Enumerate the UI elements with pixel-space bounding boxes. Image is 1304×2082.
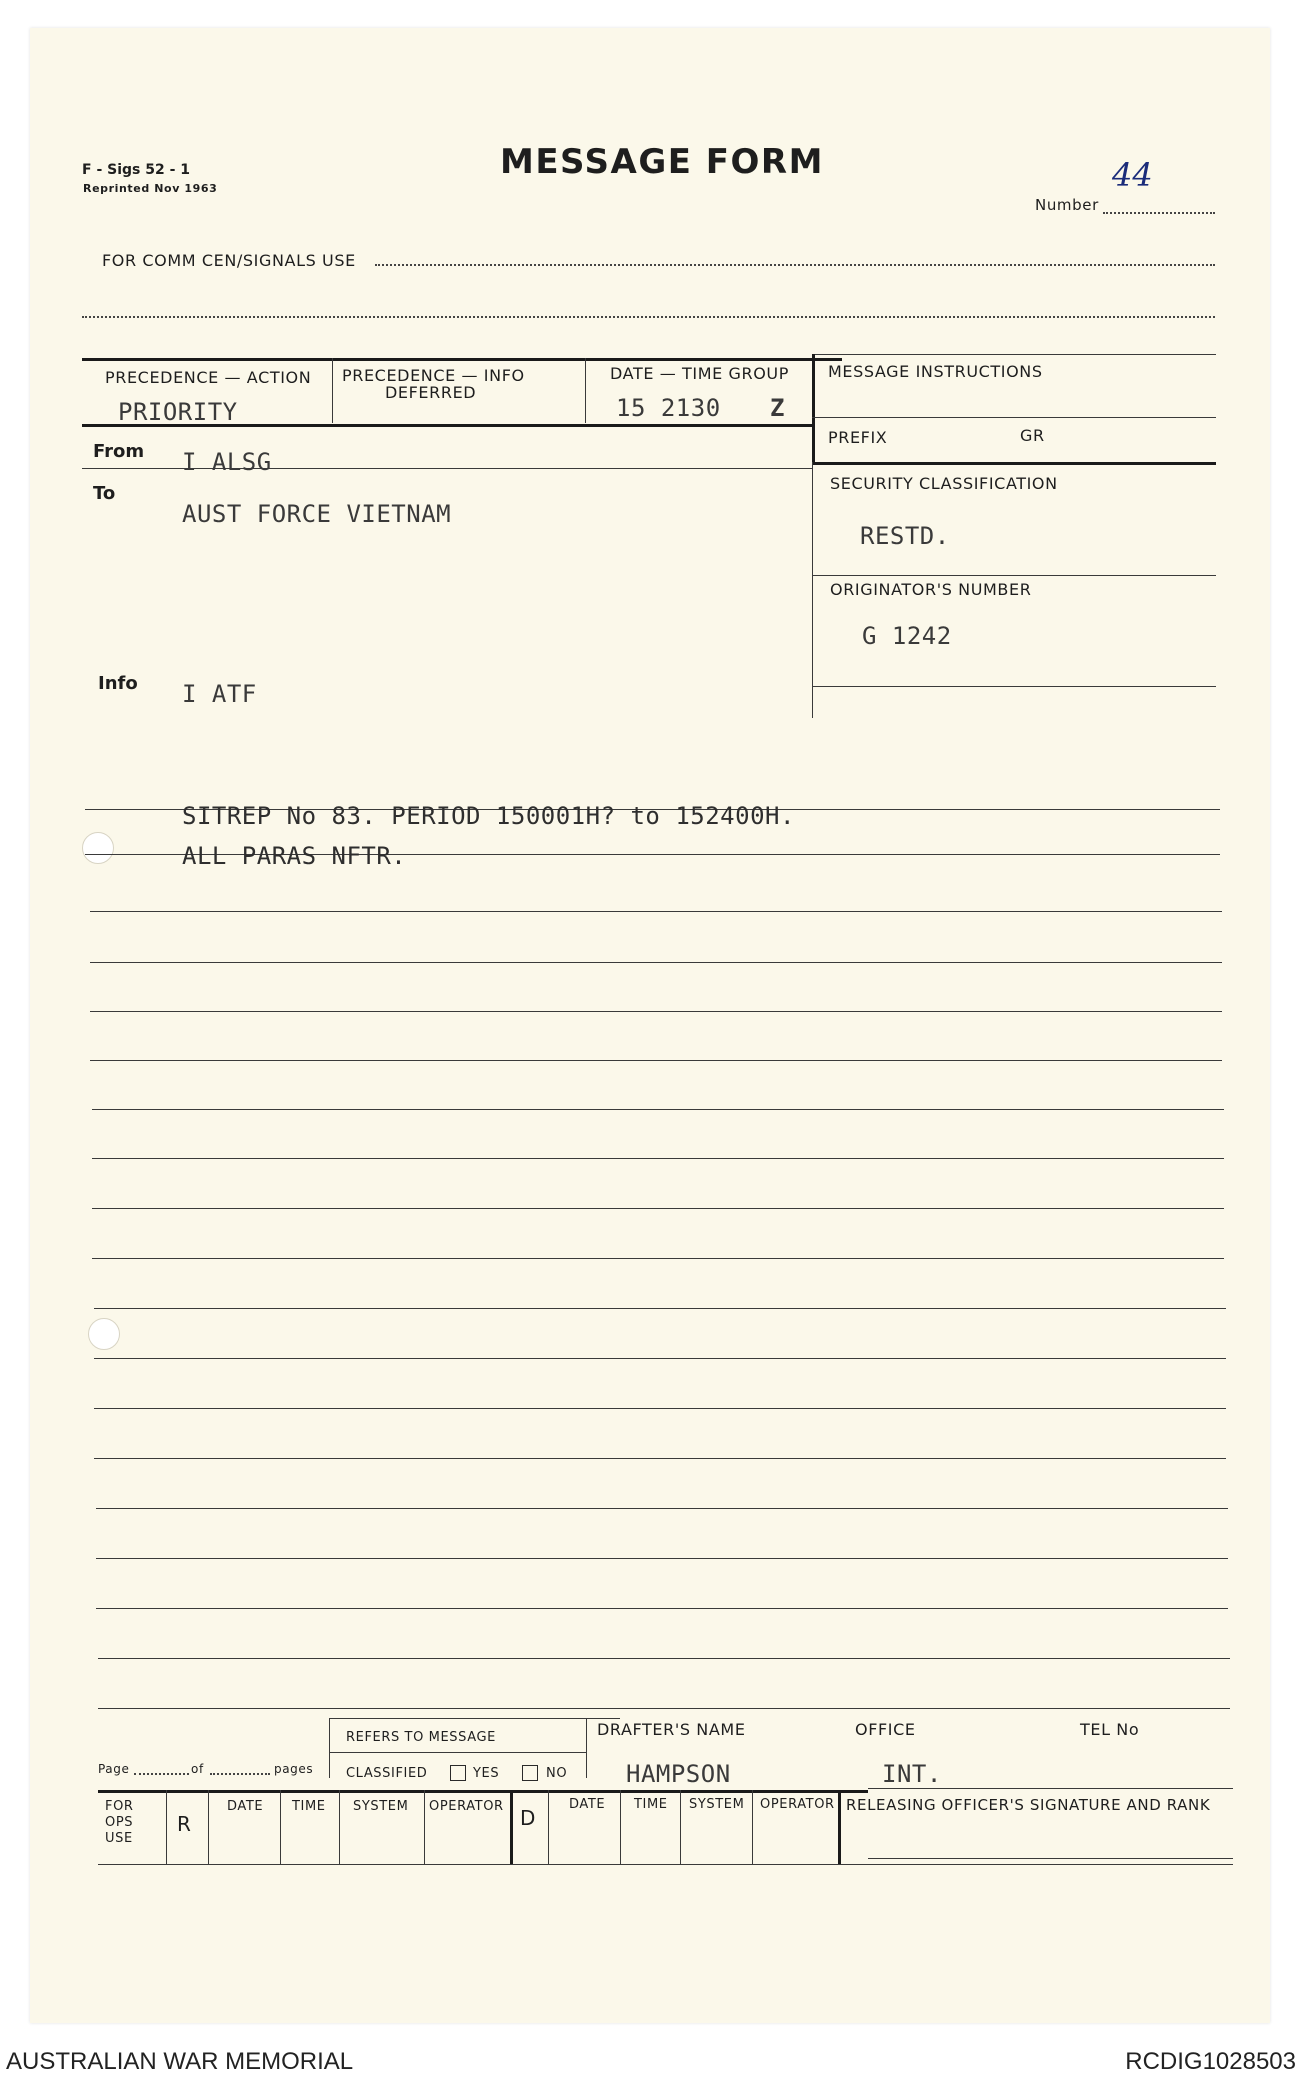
body-line [90, 911, 1222, 912]
header-divider-2 [585, 358, 586, 423]
reprinted-note: Reprinted Nov 1963 [83, 182, 218, 195]
body-line [98, 1708, 1230, 1709]
pages-label: pages [274, 1762, 314, 1776]
body-line [90, 1060, 1222, 1061]
page-label: Page [98, 1762, 130, 1776]
message-body-line-2[interactable]: ALL PARAS NFTR. [182, 842, 407, 870]
prefix-top-rule [812, 417, 1216, 418]
body-line [96, 1558, 1228, 1559]
gr-label: GR [1020, 426, 1045, 445]
precedence-action-value[interactable]: PRIORITY [118, 398, 238, 426]
dtg-value[interactable]: 15 2130 [616, 394, 721, 422]
number-line [1103, 212, 1215, 214]
msg-instr-top-rule [812, 354, 1216, 355]
ops-col-rule-thick [510, 1790, 513, 1864]
office-value[interactable]: INT. [882, 1760, 942, 1788]
from-label: From [93, 441, 145, 462]
body-line [90, 962, 1222, 963]
no-label: NO [546, 1766, 568, 1781]
form-code: F - Sigs 52 - 1 [82, 162, 191, 178]
page-title: MESSAGE FORM [500, 142, 824, 182]
system-col-label-2: SYSTEM [689, 1797, 745, 1812]
ops-col-rule-thick [838, 1790, 841, 1864]
body-line [94, 1308, 1226, 1309]
originator-value[interactable]: G 1242 [862, 622, 952, 650]
body-line [92, 1158, 1224, 1159]
operator-col-label: OPERATOR [429, 1799, 504, 1814]
ops-bottom-rule [98, 1864, 1233, 1865]
punch-hole-bottom [88, 1318, 120, 1350]
prefix-label: PREFIX [828, 428, 888, 447]
time-col-label-2: TIME [634, 1797, 668, 1812]
body-line [92, 1258, 1224, 1259]
ops-top-rule-right [868, 1788, 1233, 1789]
comm-cen-label: FOR COMM CEN/SIGNALS USE [102, 251, 356, 270]
header-top-rule [82, 358, 842, 361]
time-col-label: TIME [292, 1799, 326, 1814]
precedence-info-sub: DEFERRED [385, 383, 477, 402]
body-line [92, 1109, 1224, 1110]
precedence-info-label: PRECEDENCE — INFO [342, 366, 525, 385]
comm-cen-line-2 [82, 316, 1215, 318]
r-column-label: R [177, 1812, 191, 1836]
dtg-label: DATE — TIME GROUP [610, 364, 789, 383]
office-label: OFFICE [855, 1720, 916, 1739]
page-total-line [210, 1773, 270, 1775]
ops-col-rule [424, 1790, 425, 1864]
archive-id: RCDIG1028503 [1125, 2048, 1296, 2075]
dtg-zone[interactable]: Z [770, 394, 785, 422]
ops-col-rule [339, 1790, 340, 1864]
body-line [98, 1658, 1230, 1659]
msg-instructions-label: MESSAGE INSTRUCTIONS [828, 362, 1043, 381]
body-line [94, 1408, 1226, 1409]
classified-no-checkbox[interactable] [522, 1765, 538, 1781]
operator-col-label-2: OPERATOR [760, 1797, 835, 1812]
drafter-name-label: DRAFTER'S NAME [597, 1720, 746, 1739]
releasing-officer-label: RELEASING OFFICER'S SIGNATURE AND RANK [846, 1796, 1211, 1814]
originator-label: ORIGINATOR'S NUMBER [830, 580, 1032, 599]
d-column-label: D [520, 1806, 536, 1830]
right-box-left-rule [812, 462, 813, 718]
to-label: To [93, 483, 116, 504]
archive-credit: AUSTRALIAN WAR MEMORIAL [6, 2048, 354, 2075]
system-col-label: SYSTEM [353, 1799, 409, 1814]
info-label: Info [98, 673, 138, 694]
classified-label: CLASSIFIED [346, 1766, 428, 1781]
message-body-line-1[interactable]: SITREP No 83. PERIOD 150001H? to 152400H. [182, 802, 795, 830]
info-value[interactable]: I ATF [182, 680, 257, 708]
of-label: of [191, 1762, 204, 1776]
ops-col-rule [166, 1790, 167, 1864]
ops-col-rule [208, 1790, 209, 1864]
security-value[interactable]: RESTD. [860, 522, 950, 550]
prefix-bottom-rule [812, 462, 1216, 465]
date-col-label: DATE [227, 1799, 264, 1814]
date-col-label-2: DATE [569, 1797, 606, 1812]
body-line [96, 1608, 1228, 1609]
security-bottom-rule [812, 575, 1216, 576]
number-label: Number [1035, 196, 1099, 214]
drafter-name-value[interactable]: HAMPSON [626, 1760, 731, 1788]
for-ops-use-label-2: OPS [105, 1815, 134, 1830]
tel-label: TEL No [1080, 1720, 1140, 1739]
refers-to-message-label: REFERS TO MESSAGE [346, 1730, 496, 1745]
for-ops-use-label-1: FOR [105, 1799, 134, 1814]
ops-col-rule [280, 1790, 281, 1864]
message-form-sheet [30, 28, 1270, 2023]
refers-right-rule [586, 1718, 587, 1778]
for-ops-use-label-3: USE [105, 1831, 133, 1846]
ops-col-rule [680, 1790, 681, 1864]
header-divider-3 [812, 354, 815, 462]
body-line [90, 1011, 1222, 1012]
precedence-action-label: PRECEDENCE — ACTION [105, 368, 312, 387]
comm-cen-line-1 [375, 264, 1215, 266]
security-label: SECURITY CLASSIFICATION [830, 474, 1058, 493]
originator-bottom-rule [812, 686, 1216, 687]
from-value[interactable]: I ALSG [182, 448, 272, 476]
to-value[interactable]: AUST FORCE VIETNAM [182, 500, 452, 528]
yes-label: YES [473, 1766, 500, 1781]
refers-mid-rule [330, 1752, 586, 1753]
body-line [96, 1508, 1228, 1509]
ops-col-rule [548, 1790, 549, 1864]
ops-col-rule [752, 1790, 753, 1864]
body-line [94, 1358, 1226, 1359]
refers-left-rule [329, 1718, 330, 1778]
body-line [92, 1208, 1224, 1209]
ops-col-rule [620, 1790, 621, 1864]
handwritten-number[interactable]: 44 [1112, 156, 1153, 194]
classified-yes-checkbox[interactable] [450, 1765, 466, 1781]
punch-hole-top [82, 832, 114, 864]
page-number-line [134, 1773, 189, 1775]
header-divider-1 [332, 358, 333, 423]
releasing-bottom-rule [868, 1858, 1233, 1859]
refers-top-rule [330, 1718, 620, 1719]
body-line [94, 1458, 1226, 1459]
